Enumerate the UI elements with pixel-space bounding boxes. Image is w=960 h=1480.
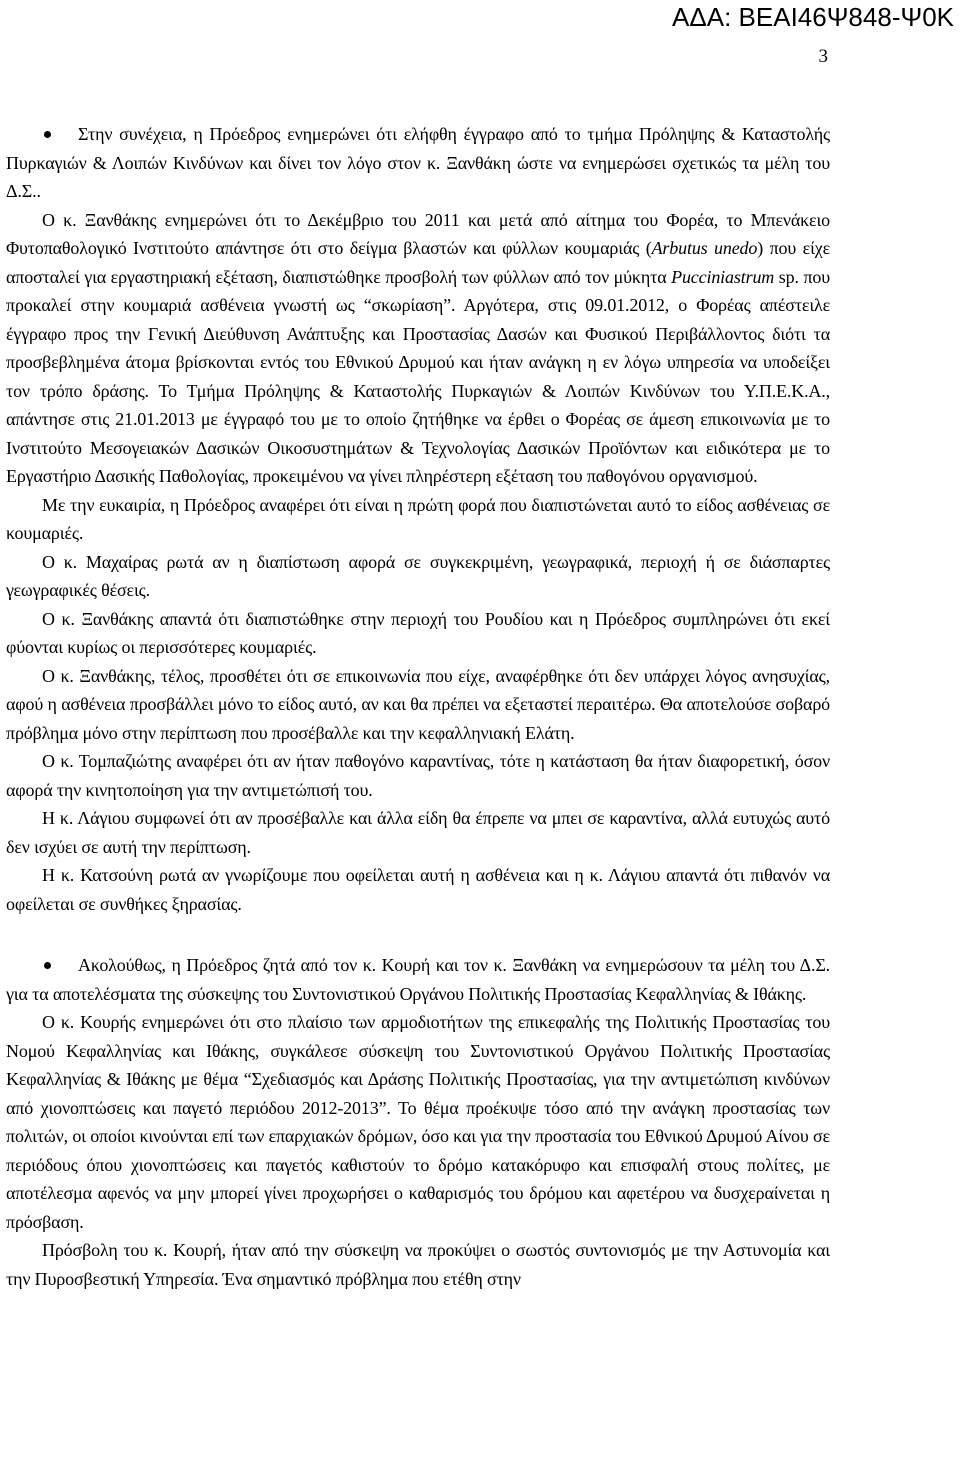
bullet-paragraph-2 (6, 951, 830, 1008)
bullet-icon (44, 131, 51, 138)
paragraph-text-a: Ο κ. Ξανθάκης ενημερώνει ότι το Δεκέμβριο του 2011 και μετά από αίτημα του Φορέα, το Μπενάκειο Φυτοπαθολογικό Ινστιτούτο απάντησε ότι στο δείγμα βλαστών και φύλλων κουμαριάς ( (6, 209, 830, 258)
paragraph-president-remark: Με την ευκαιρία, η Πρόεδρος αναφέρει ότι είναι η πρώτη φορά που διαπιστώνεται αυτό το είδος ασθένειας σε κουμαριές. (6, 494, 830, 543)
bullet-icon (44, 962, 51, 969)
page-number: 3 (818, 46, 828, 67)
paragraph-xanthakis-addition: Ο κ. Ξανθάκης, τέλος, προσθέτει ότι σε επικοινωνία που είχε, αναφέρθηκε ότι δεν υπάρχει λόγος ανησυχίας, αφού η ασθένεια προσβάλλει μόνο το είδος αυτό, αν και θα πρέπει να εξεταστεί περαιτέρω. Θα αποτελούσε σοβαρό πρόβλημα μόνο στην περίπτωση που προσέβαλλε και την κεφαλληνιακή Ελάτη. (6, 665, 830, 743)
paragraph-xanthakis-report (6, 206, 830, 491)
bullet-text-2: Ακολούθως, η Πρόεδρος ζητά από τον κ. Κουρή και τον κ. Ξανθάκη να ενημερώσουν τα μέλη του Δ.Σ. για τα αποτελέσματα της σύσκεψης του Συντονιστικού Οργάνου Πολιτικής Προστασίας Κεφαλληνίας & Ιθάκης. (6, 955, 830, 1004)
paragraph-kouris-report: Ο κ. Κουρής ενημερώνει ότι στο πλαίσιο των αρμοδιοτήτων της επικεφαλής της Πολιτικής Προστασίας του Νομού Κεφαλληνίας και Ιθάκης, συγκάλεσε σύσκεψη του Συντονιστικού Οργάνου Πολιτικής Προστασίας Κεφαλληνίας & Ιθάκης με θέμα “Σχεδιασμός και Δράσης Πολιτικής Προστασίας, για την αντιμετώπιση κινδύνων από χιονοπτώσεις και παγετό περιόδου 2012-2013”. Το θέμα προέκυψε τόσο από την ανάγκη προστασίας των πολιτών, οι οποίοι κινούνται επί των επαρχιακών δρόμων, όσο και για την προστασία του Εθνικού Δρυμού Αίνου σε περιόδους όπου χιονοπτώσεις και παγετός καθιστούν το δρόμο κατακόρυφο και επισφαλή στους πολίτες, με αποτέλεσμα αφενός να μην μπορεί γίνει προχωρήσει ο καθαρισμός του δρόμου και αφετέρου να δυσχεραίνεται η πρόσβαση. (6, 1012, 830, 1232)
document-body (6, 120, 830, 1293)
paragraph-text-c: sp. που προκαλεί στην κουμαριά ασθένεια γνωστή ως “σκωρίαση”. Αργότερα, στις 09.01.2012, ο Φορέας απέστειλε έγγραφο προς την Γενική Διεύθυνση Ανάπτυξης και Προστασίας Δασών και Φυσικού Περιβάλλοντος διότι τα προσβεβλημένα άτομα βρίσκονται εντός του Εθνικού Δρυμού και ήταν ανάγκη η εν λόγω υπηρεσία να υποδείξει τον τρόπο δράσης. Το Τμήμα Πρόληψης & Καταστολής Πυρκαγιών & Λοιπών Κινδύνων του Υ.Π.Ε.Κ.Α., απάντησε στις 21.01.2013 με έγγραφό του με το οποίο ζητήθηκε να έρθει ο Φορέας σε άμεση επικοινωνία με το Ινστιτούτο Μεσογειακών Δασικών Οικοσυστημάτων & Τεχνολογίας Δασικών Προϊόντων και ειδικότερα με το Εργαστήριο Δασικής Παθολογίας, προκειμένου να γίνει πληρέστερη εξέταση του παθογόνου οργανισμού. (6, 266, 830, 486)
paragraph-kouris-continued: Πρόσβολη του κ. Κουρή, ήταν από την σύσκεψη να προκύψει ο σωστός συντονισμός με την Αστυνομία και την Πυροσβεστική Υπηρεσία. Ένα σημαντικό πρόβλημα που ετέθη στην (6, 1240, 830, 1289)
ada-code: ΑΔΑ: ΒΕΑΙ46Ψ848-Ψ0Κ (672, 2, 954, 32)
paragraph-tompaziotis: Ο κ. Τομπαζιώτης αναφέρει ότι αν ήταν παθογόνο καραντίνας, τότε η κατάσταση θα ήταν διαφορετική, όσον αφορά την κινητοποίηση για την αντιμετώπισή του. (6, 751, 830, 800)
fungus-genus: Pucciniastrum (671, 266, 775, 287)
paragraph-machairas-question: Ο κ. Μαχαίρας ρωτά αν η διαπίστωση αφορά σε συγκεκριμένη, γεωγραφικά, περιοχή ή σε διάσπαρτες γεωγραφικές θέσεις. (6, 551, 830, 600)
bullet-text-1: Στην συνέχεια, η Πρόεδρος ενημερώνει ότι ελήφθη έγγραφο από το τμήμα Πρόληψης & Καταστολής Πυρκαγιών & Λοιπών Κινδύνων και δίνει τον λόγο στον κ. Ξανθάκη ώστε να ενημερώσει σχετικώς τα μέλη του Δ.Σ.. (6, 124, 830, 201)
paragraph-xanthakis-answer: Ο κ. Ξανθάκης απαντά ότι διαπιστώθηκε στην περιοχή του Ρουδίου και η Πρόεδρος συμπληρώνει ότι εκεί φύονται κυρίως οι περισσότερες κουμαριές. (6, 608, 830, 657)
paragraph-text-b: ) που είχε αποσταλεί για εργαστηριακή εξέταση, διαπιστώθηκε προσβολή των φύλλων από τον μύκητα (6, 238, 831, 287)
bullet-paragraph-1 (6, 120, 830, 206)
species-name: Arbutus unedo (651, 238, 758, 258)
paragraph-lagiou: Η κ. Λάγιου συμφωνεί ότι αν προσέβαλλε και άλλα είδη θα έπρεπε να μπει σε καραντίνα, αλλά ευτυχώς αυτό δεν ισχύει σε αυτή την περίπτωση. (6, 808, 830, 857)
section-spacer (6, 918, 830, 951)
paragraph-katsouni: Η κ. Κατσούνη ρωτά αν γνωρίζουμε που οφείλεται αυτή η ασθένεια και η κ. Λάγιου απαντά ότι πιθανόν να οφείλεται σε συνθήκες ξηρασίας. (6, 865, 830, 914)
